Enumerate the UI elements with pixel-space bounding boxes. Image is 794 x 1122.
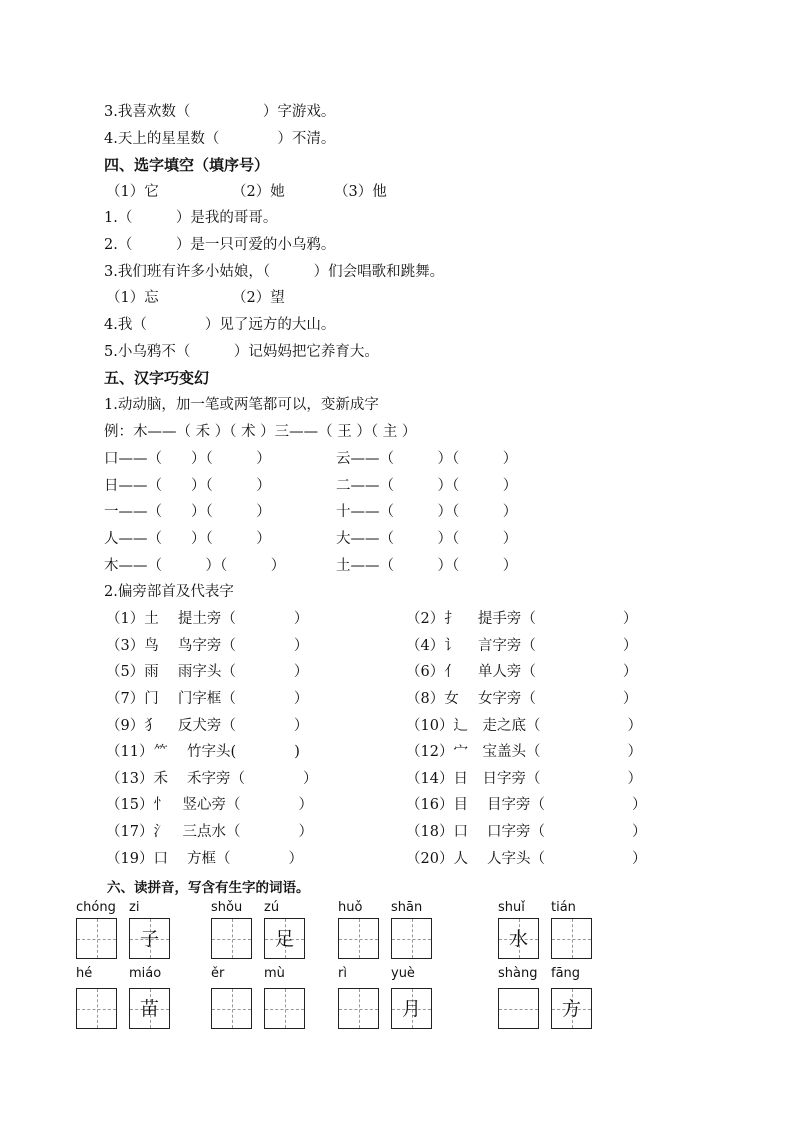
- pinyin-label: shuǐ: [498, 900, 525, 915]
- writing-grid-box[interactable]: [76, 988, 117, 1029]
- writing-grid-box[interactable]: [391, 988, 432, 1029]
- question-line: 4.我（ ）见了远方的大山。: [104, 317, 336, 333]
- pinyin-label: fāng: [551, 966, 581, 981]
- pinyin-label: zi: [129, 900, 140, 915]
- option-label: （2）她: [232, 184, 285, 200]
- writing-grid-box[interactable]: [264, 918, 305, 959]
- writing-grid-box[interactable]: [498, 918, 539, 959]
- char-change-item: 二——（ ）（ ）: [336, 478, 518, 494]
- pinyin-label: rì: [338, 966, 347, 981]
- pinyin-label: zú: [264, 900, 280, 915]
- grid-character: [552, 919, 591, 958]
- subsection-title: 2.偏旁部首及代表字: [104, 584, 234, 600]
- writing-grid-box[interactable]: [551, 918, 592, 959]
- writing-grid-box[interactable]: [129, 988, 170, 1029]
- writing-grid-box[interactable]: [391, 918, 432, 959]
- radical-item: （1）土 提土旁（ ）: [106, 611, 309, 627]
- grid-character: [265, 989, 304, 1028]
- writing-grid-box[interactable]: [338, 918, 379, 959]
- radical-item: （14）日 日字旁（ ）: [406, 771, 642, 787]
- grid-character: 子: [139, 928, 159, 950]
- section-title: 六、读拼音，写含有生字的词语。: [107, 880, 310, 896]
- grid-character: 苗: [139, 998, 159, 1020]
- question-line: 3.我喜欢数（ ）字游戏。: [104, 104, 336, 120]
- radical-item: （7）门 门字框（ ）: [106, 691, 309, 707]
- subsection-title: 1.动动脑，加一笔或两笔都可以，变新成字: [104, 397, 379, 413]
- pinyin-label: shān: [391, 900, 423, 915]
- grid-character: [77, 919, 116, 958]
- grid-character: [212, 989, 251, 1028]
- radical-item: （6）亻 单人旁（ ）: [406, 664, 638, 680]
- radical-item: （19）口 方框（ ）: [106, 851, 304, 867]
- char-change-item: 十——（ ）（ ）: [336, 504, 518, 520]
- option-label: （1）忘: [106, 290, 159, 306]
- radical-item: （12）宀 宝盖头（ ）: [406, 744, 642, 760]
- pinyin-label: ěr: [211, 966, 225, 981]
- option-label: （2）望: [232, 290, 285, 306]
- radical-item: （17）氵 三点水（ ）: [106, 824, 313, 840]
- writing-grid-box[interactable]: [551, 988, 592, 1029]
- grid-character: [339, 989, 378, 1028]
- pinyin-label: mù: [264, 966, 285, 981]
- radical-item: （11）⺮ 竹字头( ): [106, 744, 300, 760]
- grid-character: 水: [508, 928, 528, 950]
- char-change-item: 日——（ ）（ ）: [104, 478, 271, 494]
- option-label: （1）它: [106, 184, 159, 200]
- example-line: 例：木——（ 禾 ）（ 术 ）三——（ 王 ）（ 主 ）: [104, 424, 417, 440]
- char-change-item: 大——（ ）（ ）: [336, 531, 518, 547]
- char-change-item: 云——（ ）（ ）: [336, 451, 518, 467]
- radical-item: （3）鸟 鸟字旁（ ）: [106, 638, 309, 654]
- writing-grid-box[interactable]: [498, 988, 539, 1029]
- grid-character: 足: [274, 928, 294, 950]
- pinyin-label: huǒ: [338, 900, 363, 915]
- char-change-item: 土——（ ）（ ）: [336, 558, 518, 574]
- char-change-item: 人——（ ）（ ）: [104, 531, 271, 547]
- radical-item: （5）雨 雨字头（ ）: [106, 664, 309, 680]
- question-line: 4.天上的星星数（ ）不清。: [104, 131, 336, 147]
- pinyin-label: tián: [551, 900, 576, 915]
- radical-item: （4）讠 言字旁（ ）: [406, 638, 638, 654]
- grid-character: 月: [401, 998, 421, 1020]
- grid-character: [339, 919, 378, 958]
- char-change-item: 一——（ ）（ ）: [104, 504, 271, 520]
- grid-character: [212, 919, 251, 958]
- grid-character: [499, 989, 538, 1028]
- writing-grid-box[interactable]: [211, 988, 252, 1029]
- char-change-item: 口——（ ）（ ）: [104, 451, 271, 467]
- radical-item: （9）犭 反犬旁（ ）: [106, 718, 309, 734]
- radical-item: （8）女 女字旁（ ）: [406, 691, 638, 707]
- pinyin-label: hé: [76, 966, 93, 981]
- radical-item: （13）禾 禾字旁（ ）: [106, 771, 318, 787]
- writing-grid-box[interactable]: [129, 918, 170, 959]
- grid-character: 方: [561, 998, 581, 1020]
- radical-item: （2）扌 提手旁（ ）: [406, 611, 638, 627]
- question-line: 1.（ ）是我的哥哥。: [104, 210, 278, 226]
- writing-grid-box[interactable]: [338, 988, 379, 1029]
- radical-item: （15）忄 竖心旁（ ）: [106, 797, 313, 813]
- grid-character: [392, 919, 431, 958]
- pinyin-label: shǒu: [211, 900, 243, 915]
- writing-grid-box[interactable]: [211, 918, 252, 959]
- grid-character: [77, 989, 116, 1028]
- pinyin-label: shàng: [498, 966, 538, 981]
- section-title: 四、选字填空（填序号）: [104, 156, 270, 174]
- radical-item: （16）目 目字旁（ ）: [406, 797, 647, 813]
- pinyin-label: miáo: [129, 966, 162, 981]
- section-title: 五、汉字巧变幻: [104, 369, 210, 387]
- option-label: （3）他: [334, 184, 387, 200]
- char-change-item: 木——（ ）（ ）: [104, 558, 286, 574]
- question-line: 2.（ ）是一只可爱的小乌鸦。: [104, 237, 336, 253]
- radical-item: （18）口 口字旁（ ）: [406, 824, 647, 840]
- question-line: 3.我们班有许多小姑娘，（ ）们会唱歌和跳舞。: [104, 264, 445, 280]
- writing-grid-box[interactable]: [264, 988, 305, 1029]
- pinyin-label: yuè: [391, 966, 415, 981]
- radical-item: （20）人 人字头（ ）: [406, 851, 647, 867]
- question-line: 5.小乌鸦不（ ）记妈妈把它养育大。: [104, 344, 379, 360]
- writing-grid-box[interactable]: [76, 918, 117, 959]
- radical-item: （10）辶 走之底（ ）: [406, 718, 642, 734]
- pinyin-label: chóng: [76, 900, 116, 915]
